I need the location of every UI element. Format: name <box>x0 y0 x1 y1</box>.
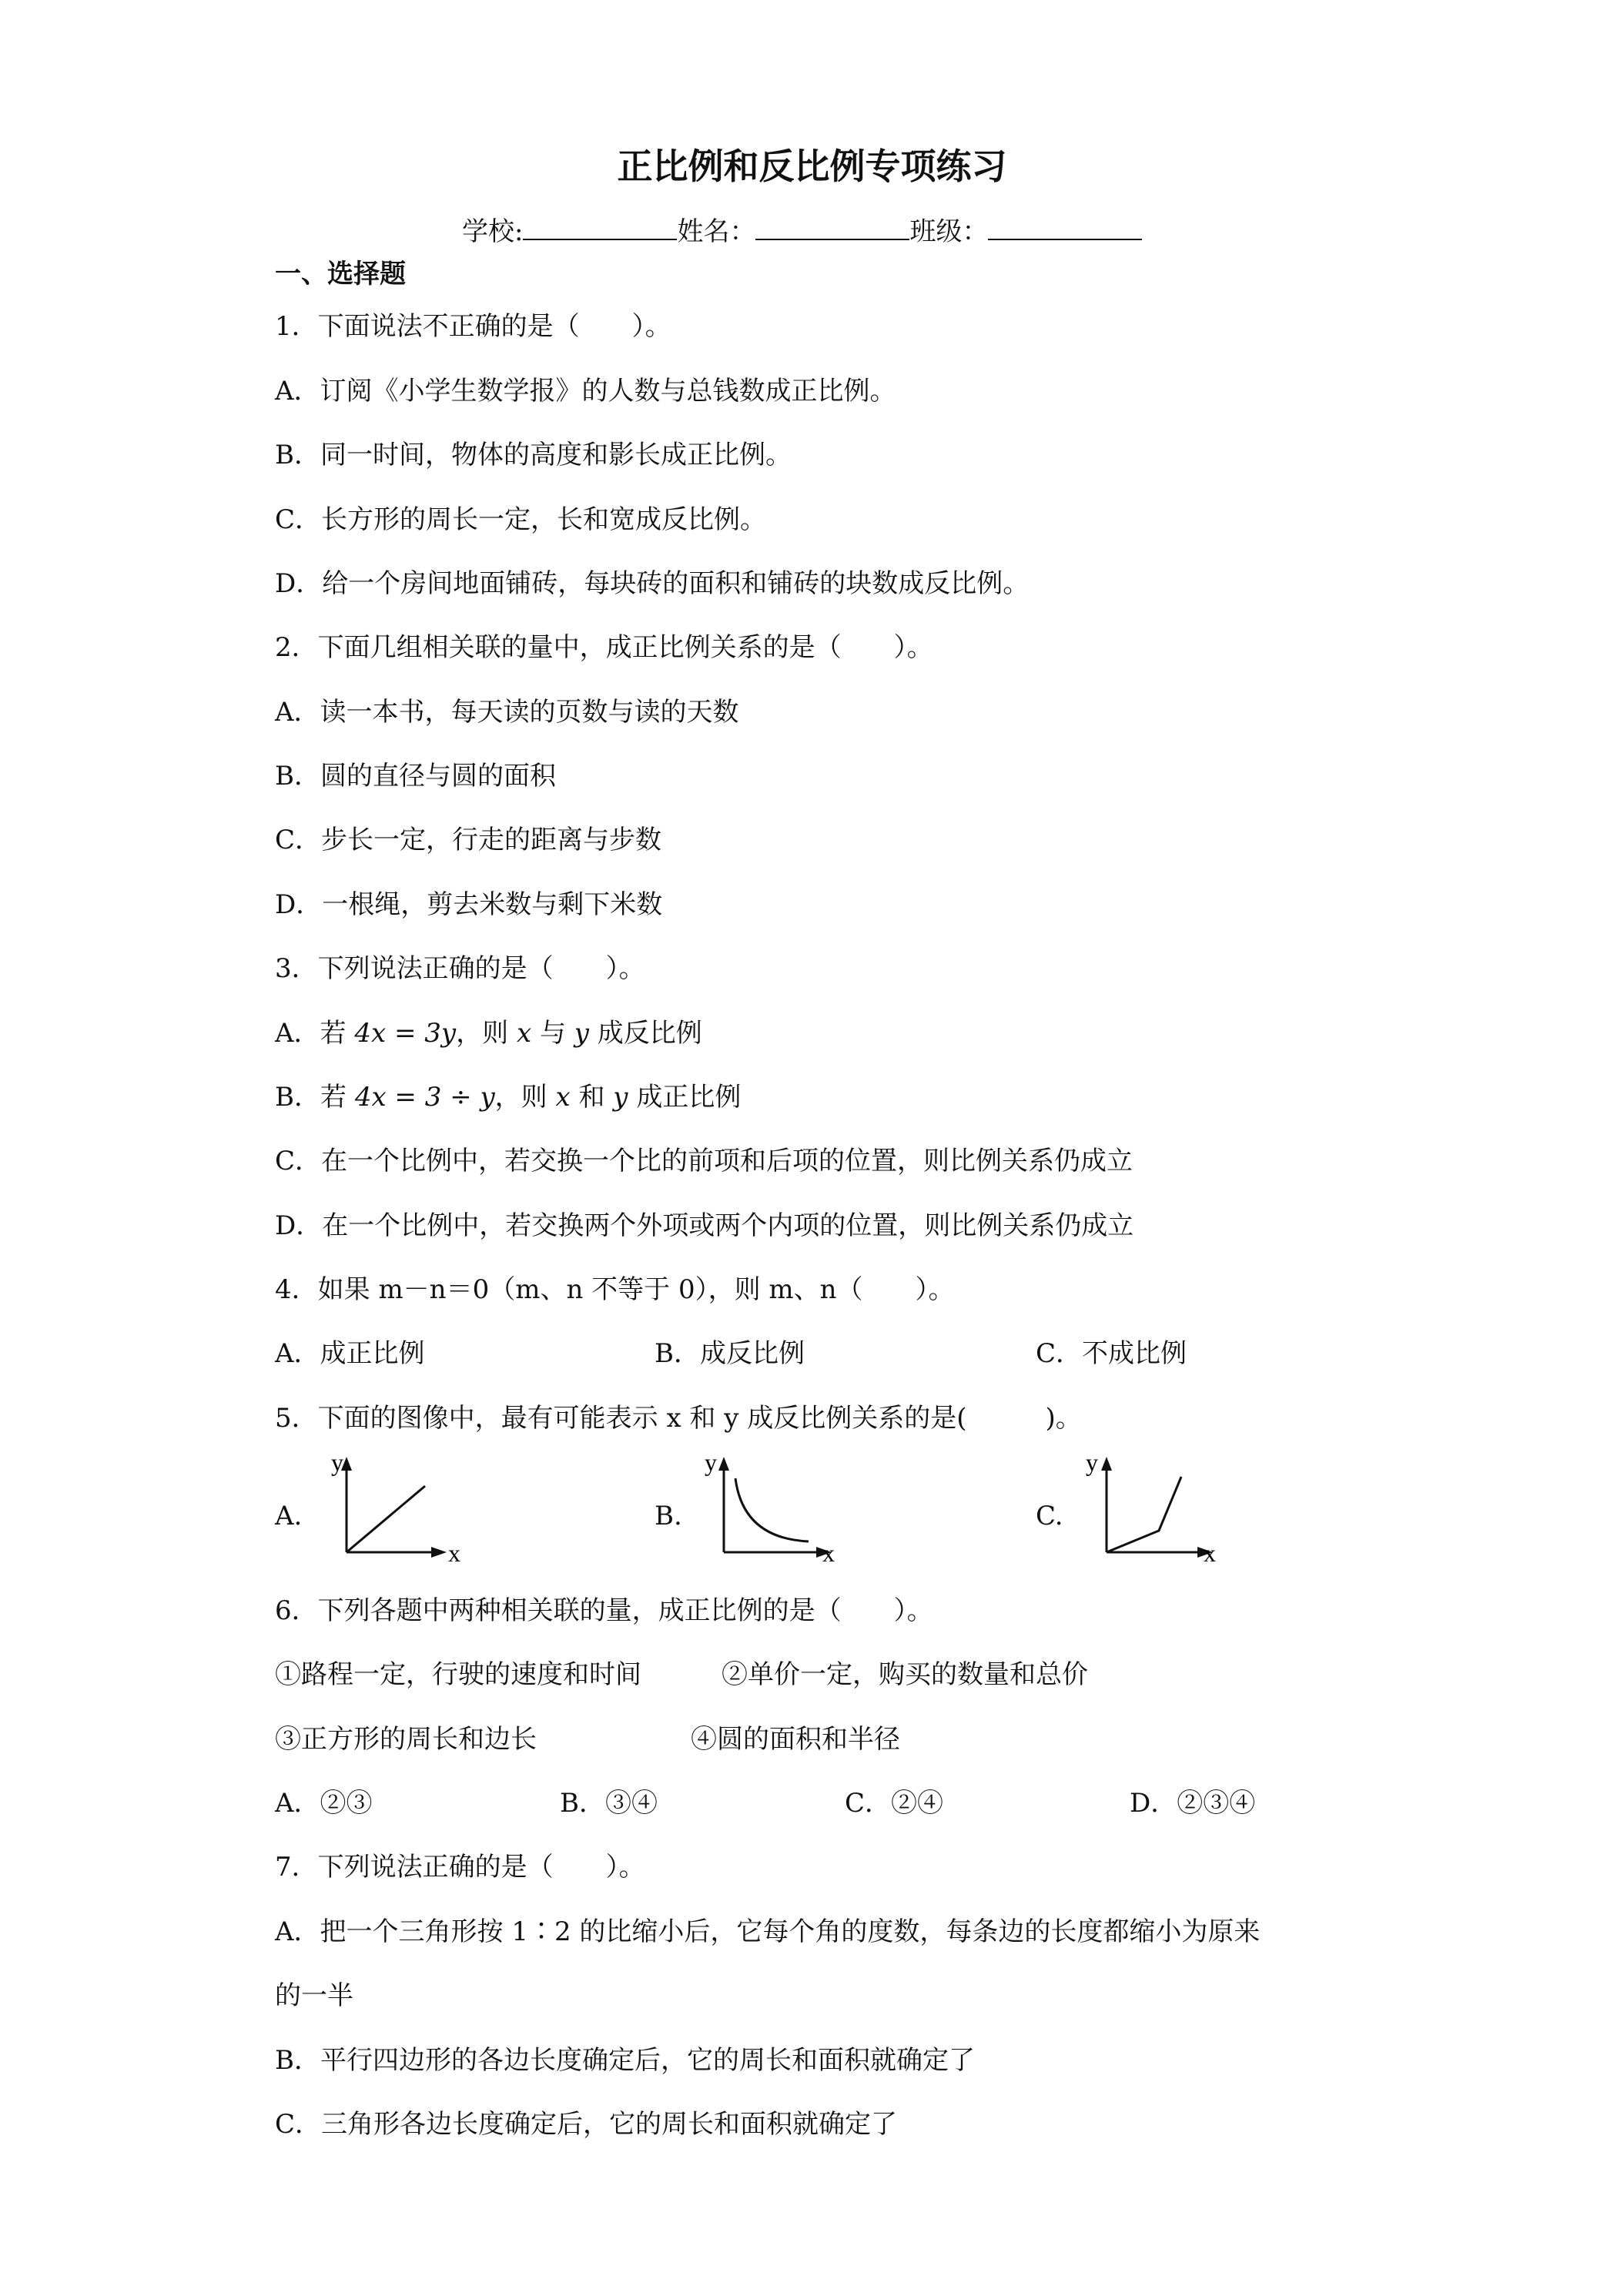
q3-b-and: 和 <box>578 1082 605 1113</box>
q1-option-a: A．订阅《小学生数学报》的人数与总钱数成正比例。 <box>275 376 896 407</box>
q3-b-y: y <box>613 1082 628 1113</box>
q3-option-a <box>275 1018 702 1049</box>
q1-option-d: D．给一个房间地面铺砖，每块砖的面积和铺砖的块数成反比例。 <box>275 568 1030 599</box>
q3-a-equation: 4x = 3y <box>354 1018 457 1049</box>
q4-option-c: C．不成比例 <box>1036 1338 1187 1369</box>
q5-graph-c <box>1078 1448 1232 1571</box>
q6-item-1: ①路程一定，行驶的速度和时间 <box>275 1659 641 1690</box>
q6-item-3: ③正方形的周长和边长 <box>275 1724 537 1755</box>
q5-option-a-label: A. <box>275 1501 303 1531</box>
q6-item-4: ④圆的面积和半径 <box>691 1724 900 1755</box>
q3-option-b <box>275 1082 741 1113</box>
q3-a-x: x <box>516 1018 532 1049</box>
q1-option-c: C．长方形的周长一定，长和宽成反比例。 <box>275 504 767 535</box>
q6-option-a: A．②③ <box>275 1788 373 1819</box>
q2-option-b: B．圆的直径与圆的面积 <box>275 761 556 792</box>
q3-b-prefix: B．若 <box>275 1082 347 1113</box>
section-heading: 一、选择题 <box>275 259 406 290</box>
q3-b-suffix: 成正比例 <box>636 1082 742 1113</box>
class-label: 班级： <box>909 216 989 247</box>
q6-item-2: ②单价一定，购买的数量和总价 <box>722 1659 1088 1690</box>
q2-stem: 2．下面几组相关联的量中，成正比例关系的是（ ）。 <box>275 632 933 663</box>
q7-option-b: B．平行四边形的各边长度确定后，它的周长和面积就确定了 <box>275 2045 975 2076</box>
q1-option-b: B．同一时间，物体的高度和影长成正比例。 <box>275 440 792 470</box>
q1-stem: 1．下面说法不正确的是（ ）。 <box>275 311 671 342</box>
q3-a-y: y <box>574 1018 589 1049</box>
q7-stem: 7．下列说法正确的是（ ）。 <box>275 1852 645 1883</box>
graph-c-x-label: x <box>1204 1539 1216 1567</box>
q6-stem: 6．下列各题中两种相关联的量，成正比例的是（ ）。 <box>275 1595 933 1626</box>
q3-b-equation: 4x = 3 ÷ y <box>354 1082 495 1113</box>
graph-b-y-label: y <box>705 1448 717 1476</box>
q6-option-d: D．②③④ <box>1130 1788 1256 1819</box>
q3-stem: 3．下列说法正确的是（ ）。 <box>275 953 645 984</box>
graph-a-y-label: y <box>331 1448 343 1476</box>
name-blank[interactable] <box>755 214 909 240</box>
q7-option-a-line2: 的一半 <box>275 1980 353 2011</box>
q3-a-suffix: 成反比例 <box>597 1018 702 1049</box>
name-label: 姓名： <box>677 216 756 247</box>
q5-stem: 5．下面的图像中，最有可能表示 x 和 y 成反比例关系的是( )。 <box>275 1403 1082 1434</box>
graph-c-y-label: y <box>1086 1448 1098 1476</box>
student-info-line <box>462 214 1142 247</box>
q2-option-a: A．读一本书，每天读的页数与读的天数 <box>275 697 739 728</box>
q3-option-d: D．在一个比例中，若交换两个外项或两个内项的位置，则比例关系仍成立 <box>275 1210 1134 1241</box>
q7-option-c: C．三角形各边长度确定后，它的周长和面积就确定了 <box>275 2109 898 2140</box>
graph-c-line <box>1107 1477 1181 1552</box>
q3-b-x: x <box>555 1082 571 1113</box>
graph-a-line <box>347 1486 425 1552</box>
q6-option-b: B．③④ <box>560 1788 658 1819</box>
q3-a-prefix: A．若 <box>275 1018 347 1049</box>
q5-option-c-label: C. <box>1036 1501 1063 1531</box>
q7-option-a-line1: A．把一个三角形按 1∶2 的比缩小后，它每个角的度数，每条边的长度都缩小为原来 <box>275 1916 1261 1947</box>
q4-option-a: A．成正比例 <box>275 1338 425 1369</box>
graph-b-curve <box>735 1478 809 1541</box>
q4-option-b: B．成反比例 <box>655 1338 805 1369</box>
graph-b-x-label: x <box>822 1539 835 1567</box>
q3-b-then: ，则 <box>494 1082 547 1113</box>
q3-option-c: C．在一个比例中，若交换一个比的前项和后项的位置，则比例关系仍成立 <box>275 1146 1133 1176</box>
q5-graph-a <box>316 1448 470 1571</box>
page-title: 正比例和反比例专项练习 <box>617 146 1007 187</box>
class-blank[interactable] <box>988 214 1142 240</box>
school-label: 学校: <box>462 216 524 247</box>
q4-stem: 4．如果 m－n＝0（m、n 不等于 0），则 m、n（ ）。 <box>275 1274 955 1305</box>
graph-a-x-label: x <box>448 1539 460 1567</box>
q2-option-d: D．一根绳，剪去米数与剩下米数 <box>275 889 663 920</box>
q3-a-and: 与 <box>539 1018 566 1049</box>
school-blank[interactable] <box>523 214 677 240</box>
q5-graph-b <box>697 1448 851 1571</box>
q5-option-b-label: B. <box>655 1501 682 1531</box>
q6-option-c: C．②④ <box>845 1788 944 1819</box>
q2-option-c: C．步长一定，行走的距离与步数 <box>275 825 662 855</box>
q3-a-then: ，则 <box>456 1018 509 1049</box>
